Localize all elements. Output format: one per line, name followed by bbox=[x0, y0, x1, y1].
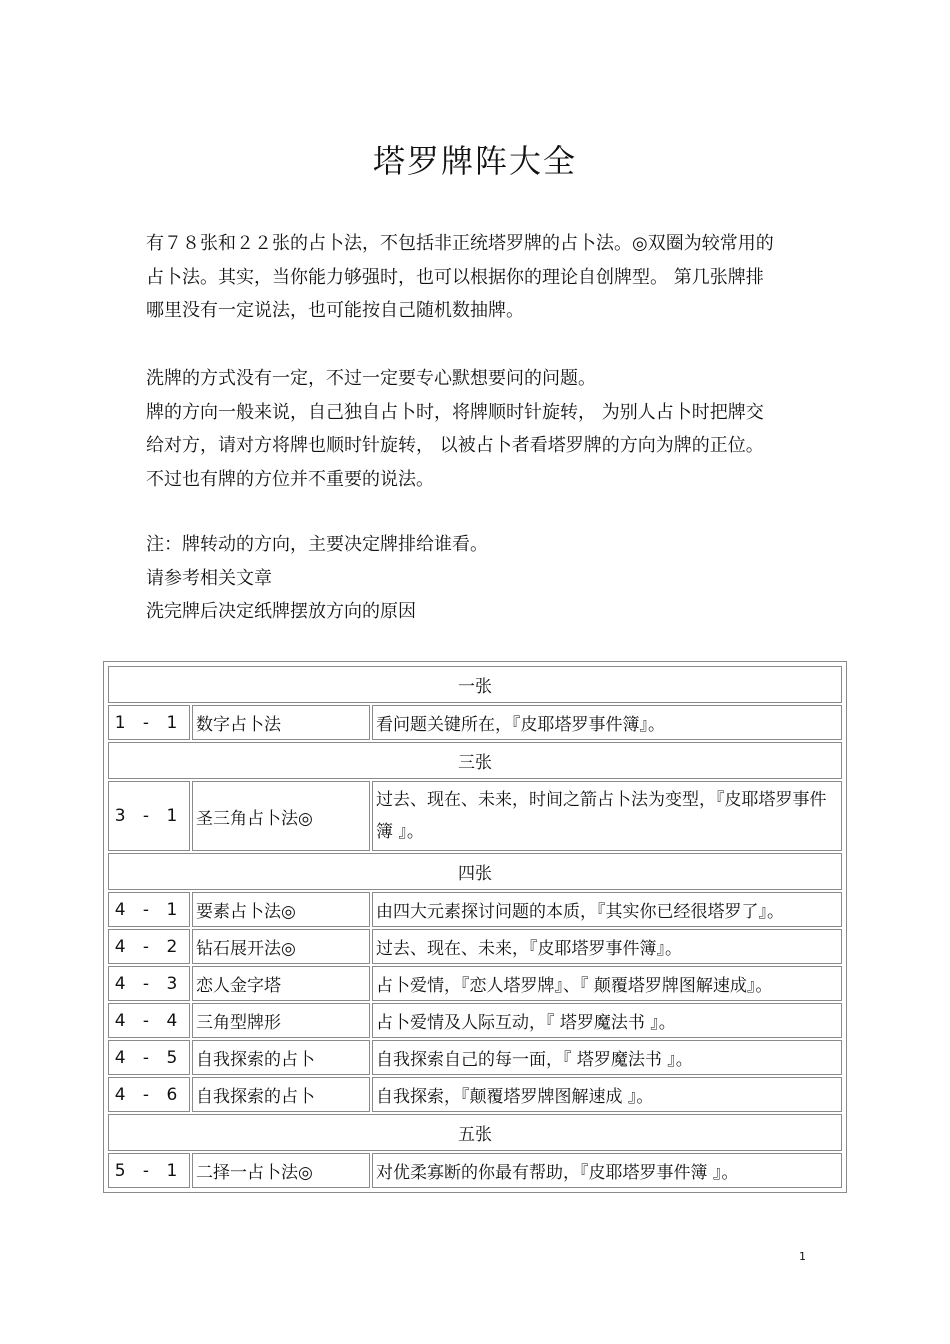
spread-number: 4 - 1 bbox=[108, 892, 190, 927]
spread-number: 4 - 6 bbox=[108, 1077, 190, 1112]
spread-name: 钻石展开法◎ bbox=[192, 929, 370, 964]
reference-link[interactable]: 洗完牌后决定纸牌摆放方向的原因 bbox=[146, 601, 416, 622]
spread-name: 要素占卜法◎ bbox=[192, 892, 370, 927]
spread-name: 数字占卜法 bbox=[192, 705, 370, 740]
section-header: 五张 bbox=[108, 1114, 842, 1151]
intro-line: 牌的方向一般来说，自己独自占卜时，将牌顺时针旋转， 为别人占卜时把牌交 bbox=[146, 401, 764, 423]
spread-description: 对优柔寡断的你最有帮助，『皮耶塔罗事件簿 』。 bbox=[372, 1153, 842, 1188]
section-header-row bbox=[108, 666, 842, 703]
reference-link[interactable]: 请参考相关文章 bbox=[146, 567, 272, 589]
intro-line: 占卜法。其实，当你能力够强时，也可以根据你的理论自创牌型。 第几张牌排 bbox=[146, 266, 764, 288]
spread-name: 自我探索的占卜 bbox=[192, 1077, 370, 1112]
table-row bbox=[108, 781, 842, 851]
section-header-row bbox=[108, 1114, 842, 1151]
table-row bbox=[108, 966, 842, 1001]
table-row bbox=[108, 892, 842, 927]
section-header: 三张 bbox=[108, 742, 842, 779]
spread-name: 恋人金字塔 bbox=[192, 966, 370, 1001]
spread-name: 三角型牌形 bbox=[192, 1003, 370, 1038]
page-title: 塔罗牌阵大全 bbox=[372, 142, 577, 180]
table-row bbox=[108, 705, 842, 740]
spread-number: 4 - 2 bbox=[108, 929, 190, 964]
spread-description: 过去、现在、未来，时间之箭占卜法为变型，『皮耶塔罗事件簿 』。 bbox=[372, 781, 842, 851]
intro-line: 哪里没有一定说法，也可能按自己随机数抽牌。 bbox=[146, 300, 524, 321]
spread-name: 圣三角占卜法◎ bbox=[192, 781, 370, 851]
table-row bbox=[108, 1077, 842, 1112]
table-row bbox=[108, 1040, 842, 1075]
spread-description: 由四大元素探讨问题的本质，『其实你已经很塔罗了』。 bbox=[372, 892, 842, 927]
section-header-row bbox=[108, 853, 842, 890]
spread-number: 4 - 4 bbox=[108, 1003, 190, 1038]
section-header-row bbox=[108, 742, 842, 779]
intro-line: 洗牌的方式没有一定，不过一定要专心默想要问的问题。 bbox=[146, 368, 596, 389]
section-header: 四张 bbox=[108, 853, 842, 890]
section-header: 一张 bbox=[108, 666, 842, 703]
spread-name: 自我探索的占卜 bbox=[192, 1040, 370, 1075]
table-row bbox=[108, 1153, 842, 1188]
spread-description: 占卜爱情及人际互动，『 塔罗魔法书 』。 bbox=[372, 1003, 842, 1038]
intro-line: 有７８张和２２张的占卜法，不包括非正统塔罗牌的占卜法。◎双圈为较常用的 bbox=[146, 233, 774, 254]
table-row bbox=[108, 929, 842, 964]
spread-number: 1 - 1 bbox=[108, 705, 190, 740]
spread-description: 自我探索，『颠覆塔罗牌图解速成 』。 bbox=[372, 1077, 842, 1112]
spread-description: 看问题关键所在，『皮耶塔罗事件簿』。 bbox=[372, 705, 842, 740]
page-number: 1 bbox=[799, 1250, 806, 1263]
intro-paragraph-1 bbox=[146, 227, 774, 328]
intro-paragraph-3 bbox=[146, 528, 488, 629]
intro-paragraph-2 bbox=[146, 362, 764, 496]
table-row bbox=[108, 1003, 842, 1038]
spread-description: 过去、现在、未来，『皮耶塔罗事件簿』。 bbox=[372, 929, 842, 964]
spread-number: 4 - 5 bbox=[108, 1040, 190, 1075]
spread-number: 3 - 1 bbox=[108, 781, 190, 851]
spread-number: 5 - 1 bbox=[108, 1153, 190, 1188]
intro-line: 不过也有牌的方位并不重要的说法。 bbox=[146, 468, 434, 490]
spread-number: 4 - 3 bbox=[108, 966, 190, 1001]
note-line: 注：牌转动的方向，主要决定牌排给谁看。 bbox=[146, 534, 488, 555]
spread-description: 自我探索自己的每一面，『 塔罗魔法书 』。 bbox=[372, 1040, 842, 1075]
spread-name: 二择一占卜法◎ bbox=[192, 1153, 370, 1188]
intro-line: 给对方，请对方将牌也顺时针旋转， 以被占卜者看塔罗牌的方向为牌的正位。 bbox=[146, 435, 764, 456]
spread-table bbox=[103, 661, 847, 1193]
spread-description: 占卜爱情，『恋人塔罗牌』、『 颠覆塔罗牌图解速成』。 bbox=[372, 966, 842, 1001]
